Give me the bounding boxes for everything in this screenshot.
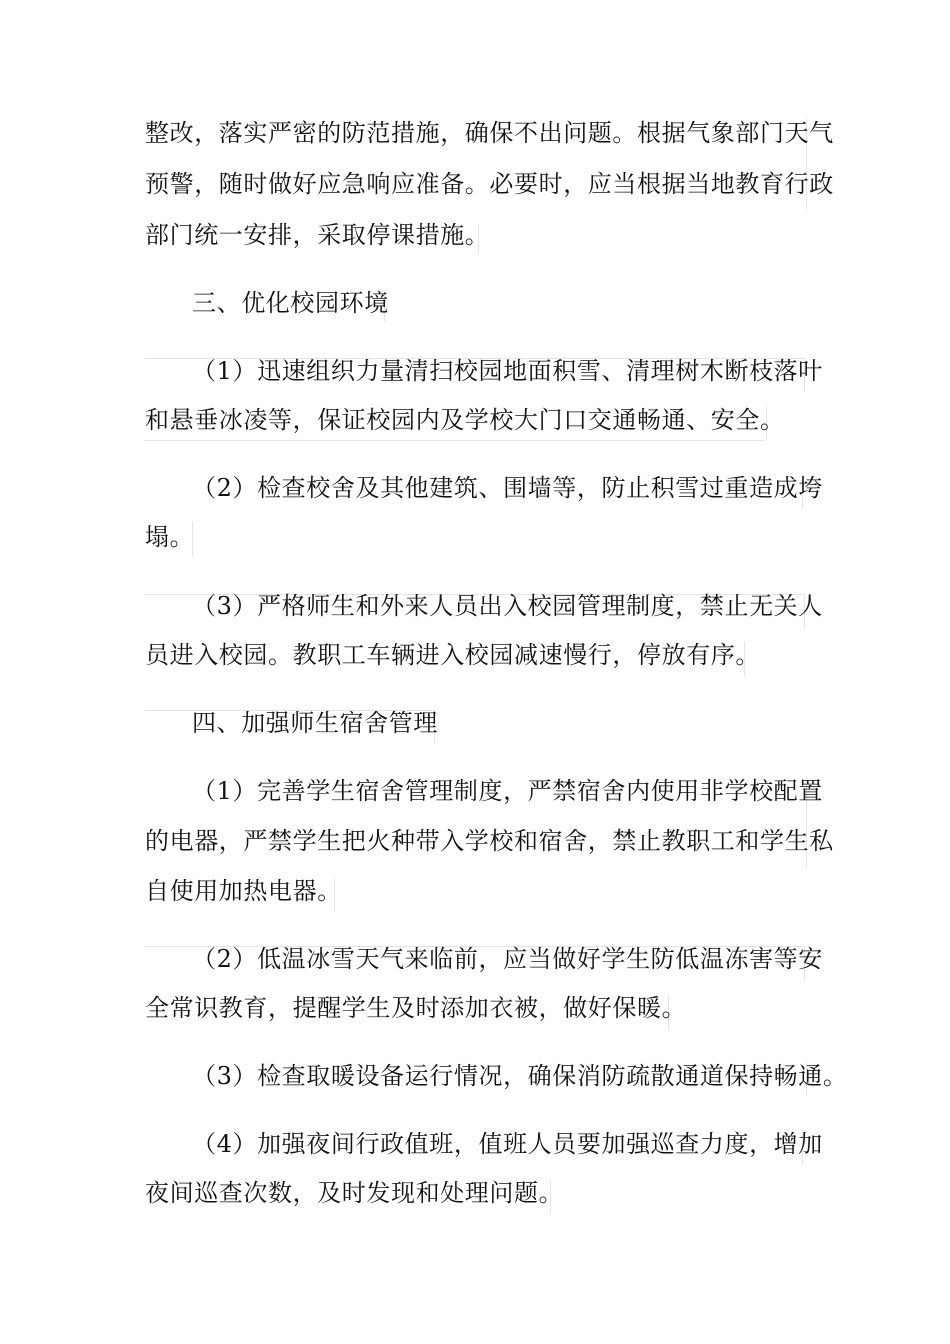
paragraph-line: （4）加强夜间行政值班，值班人员要加强巡查力度，增加 [192,1130,823,1158]
section-heading: 四、加强师生宿舍管理 [192,709,438,737]
paragraph-line: 预警，随时做好应急响应准备。必要时，应当根据当地教育行政 [145,170,834,198]
section-heading: 三、优化校园环境 [192,289,389,317]
paragraph-line: 夜间巡查次数，及时发现和处理问题。 [145,1179,564,1207]
paragraph-line: （2）低温冰雪天气来临前，应当做好学生防低温冻害等安 [192,945,823,973]
paragraph-line: 和悬垂冰凌等，保证校园内及学校大门口交通畅通、安全。 [145,406,785,434]
paragraph-line: （1）迅速组织力量清扫校园地面积雪、清理树木断枝落叶 [192,357,823,385]
paragraph-line: （2）检查校舍及其他建筑、围墙等，防止积雪过重造成垮 [192,474,823,502]
paragraph-line: 的电器，严禁学生把火种带入学校和宿舍，禁止教职工和学生私 [145,827,834,855]
paragraph-line: 员进入校园。教职工车辆进入校园减速慢行，停放有序。 [145,641,760,669]
paragraph-line: 整改，落实严密的防范措施，确保不出问题。根据气象部门天气 [145,119,834,147]
paragraph-line: 全常识教育，提醒学生及时添加衣被，做好保暖。 [145,994,687,1022]
paragraph-line: 塌。 [145,523,195,551]
paragraph-line: 自使用加热电器。 [145,877,342,905]
paragraph-line: （3）严格师生和外来人员出入校园管理制度，禁止无关人 [192,592,823,620]
paragraph-line: （1）完善学生宿舍管理制度，严禁宿舍内使用非学校配置 [192,777,823,805]
paragraph-line: 部门统一安排，采取停课措施。 [145,221,490,249]
guide-rule [145,440,765,441]
paragraph-line: （3）检查取暖设备运行情况，确保消防疏散通道保持畅通。 [192,1062,848,1090]
